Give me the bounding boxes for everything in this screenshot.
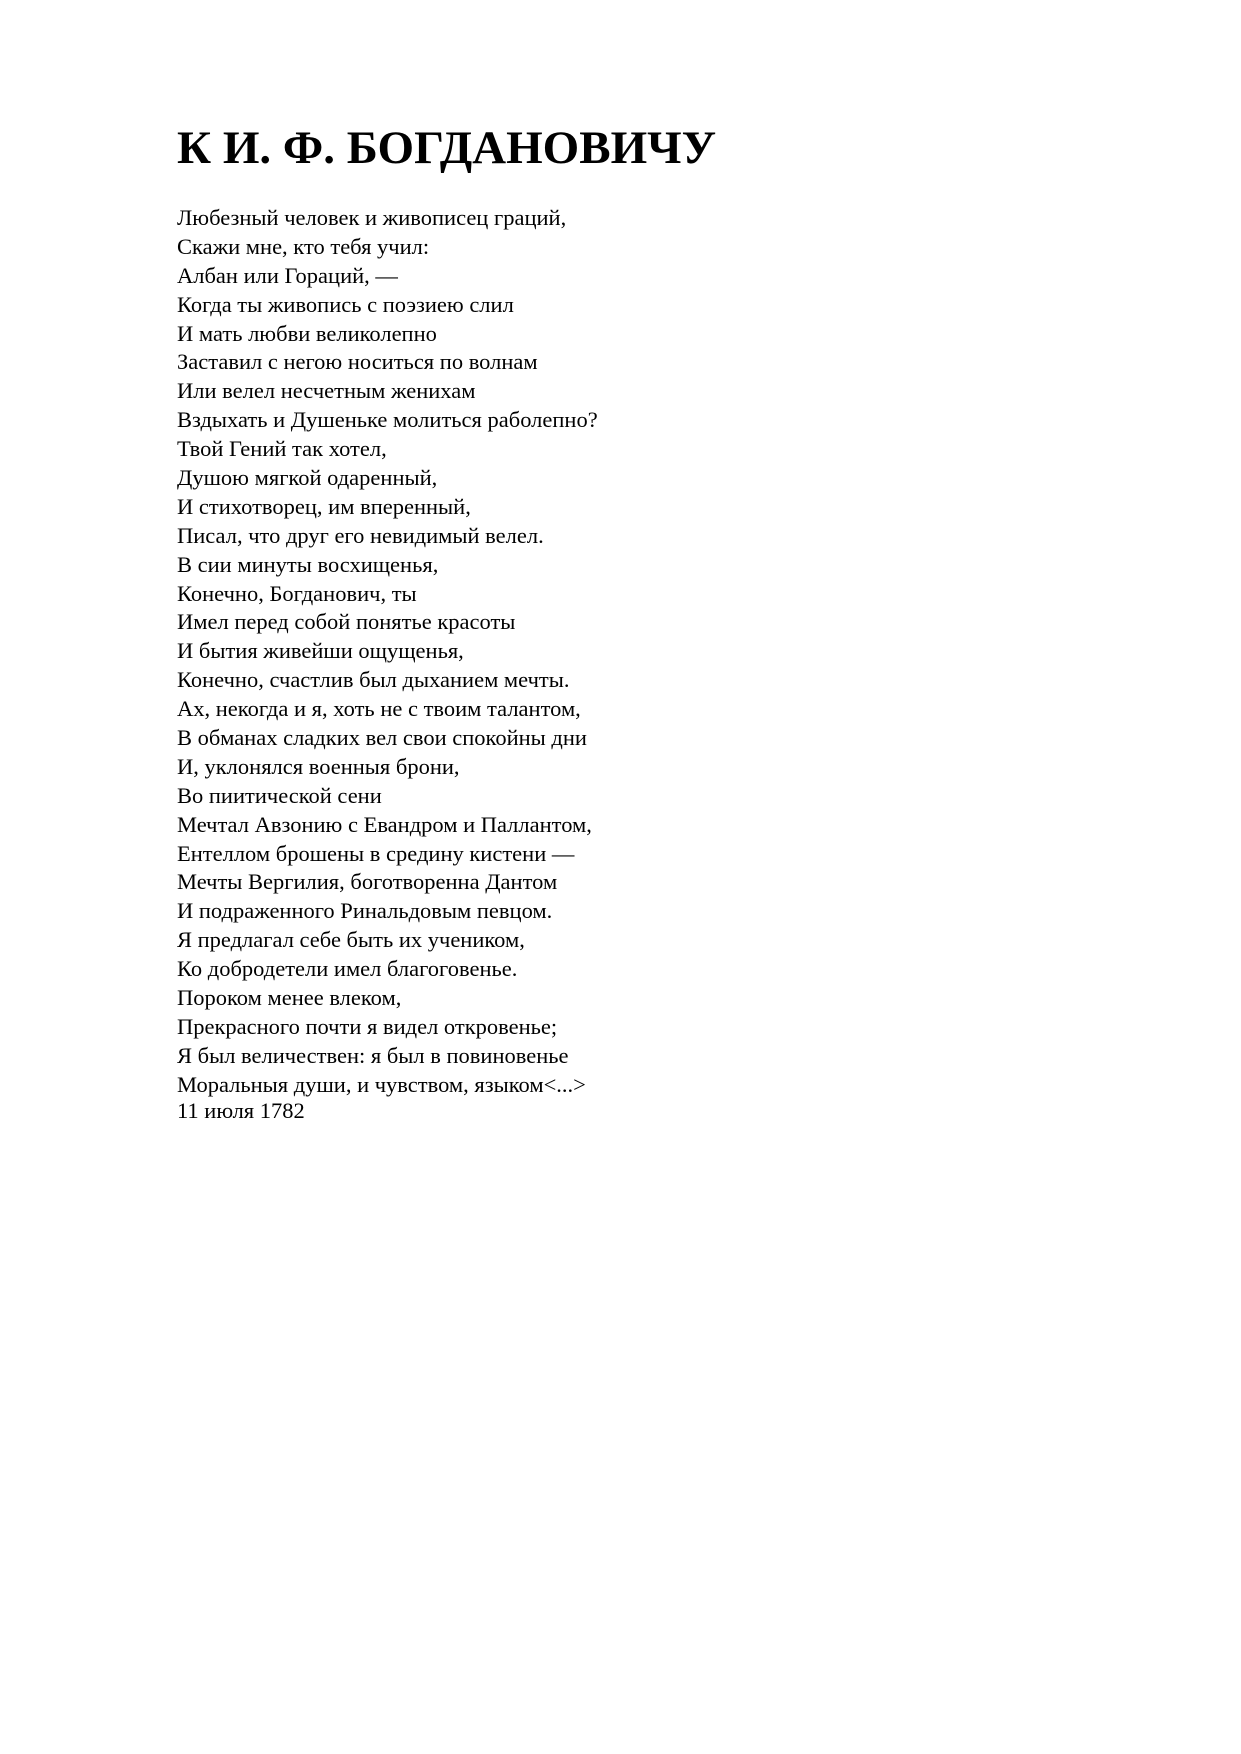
poem-line: Я был величествен: я был в повиновенье bbox=[177, 1042, 569, 1068]
poem-line: Моральныя души, и чувством, языком<...> bbox=[177, 1071, 586, 1097]
poem-line: Заставил с негою носиться по волнам bbox=[177, 349, 538, 375]
poem-line: Мечты Вергилия, боготворенна Дантом bbox=[177, 869, 558, 895]
poem-line: Когда ты живопись с поэзиею слил bbox=[177, 291, 514, 317]
poem-line: И, уклонялся военныя брони, bbox=[177, 753, 460, 779]
poem-date: 11 июля 1782 bbox=[177, 1098, 305, 1123]
poem-line: И подраженного Ринальдовым певцом. bbox=[177, 898, 553, 924]
poem-line: Любезный человек и живописец граций, bbox=[177, 205, 567, 230]
poem-line: Скажи мне, кто тебя учил: bbox=[177, 233, 430, 259]
poem-title: К И. Ф. БОГДАНОВИЧУ bbox=[177, 122, 717, 174]
poem-line: Албан или Гораций, — bbox=[177, 262, 398, 288]
poem-line: Вздыхать и Душеньке молиться раболепно? bbox=[177, 407, 598, 433]
poem-line: Ентеллом брошены в средину кистени — bbox=[177, 840, 575, 866]
poem-line: Писал, что друг его невидимый велел. bbox=[177, 522, 544, 548]
poem-line: Пороком менее влеком, bbox=[177, 985, 402, 1011]
poem-line: В сии минуты восхищенья, bbox=[177, 551, 439, 577]
poem-line: Или велел несчетным женихам bbox=[177, 378, 476, 404]
poem-line: Мечтал Авзонию с Евандром и Паллантом, bbox=[177, 811, 592, 837]
poem-line: Прекрасного почти я видел откровенье; bbox=[177, 1013, 558, 1039]
poem-line: Во пиитической сени bbox=[177, 782, 382, 808]
poem-line: Твой Гений так хотел, bbox=[177, 436, 387, 462]
poem-line: Конечно, Богданович, ты bbox=[177, 580, 417, 606]
poem-line: Я предлагал себе быть их учеником, bbox=[177, 927, 525, 953]
poem-line: В обманах сладких вел свои спокойны дни bbox=[177, 725, 587, 751]
poem-body bbox=[177, 204, 598, 1100]
poem-line: Ах, некогда и я, хоть не с твоим талантом, bbox=[177, 696, 581, 722]
poem-line: Имел перед собой понятье красоты bbox=[177, 609, 516, 635]
poem-line: И мать любви великолепно bbox=[177, 320, 437, 346]
poem-line: Конечно, счастлив был дыханием мечты. bbox=[177, 667, 570, 693]
poem-line: Душою мягкой одаренный, bbox=[177, 465, 438, 491]
poem-line: И стихотворец, им вперенный, bbox=[177, 493, 471, 519]
poem-line: Ко добродетели имел благоговенье. bbox=[177, 956, 518, 982]
poem-line: И бытия живейши ощущенья, bbox=[177, 638, 464, 664]
